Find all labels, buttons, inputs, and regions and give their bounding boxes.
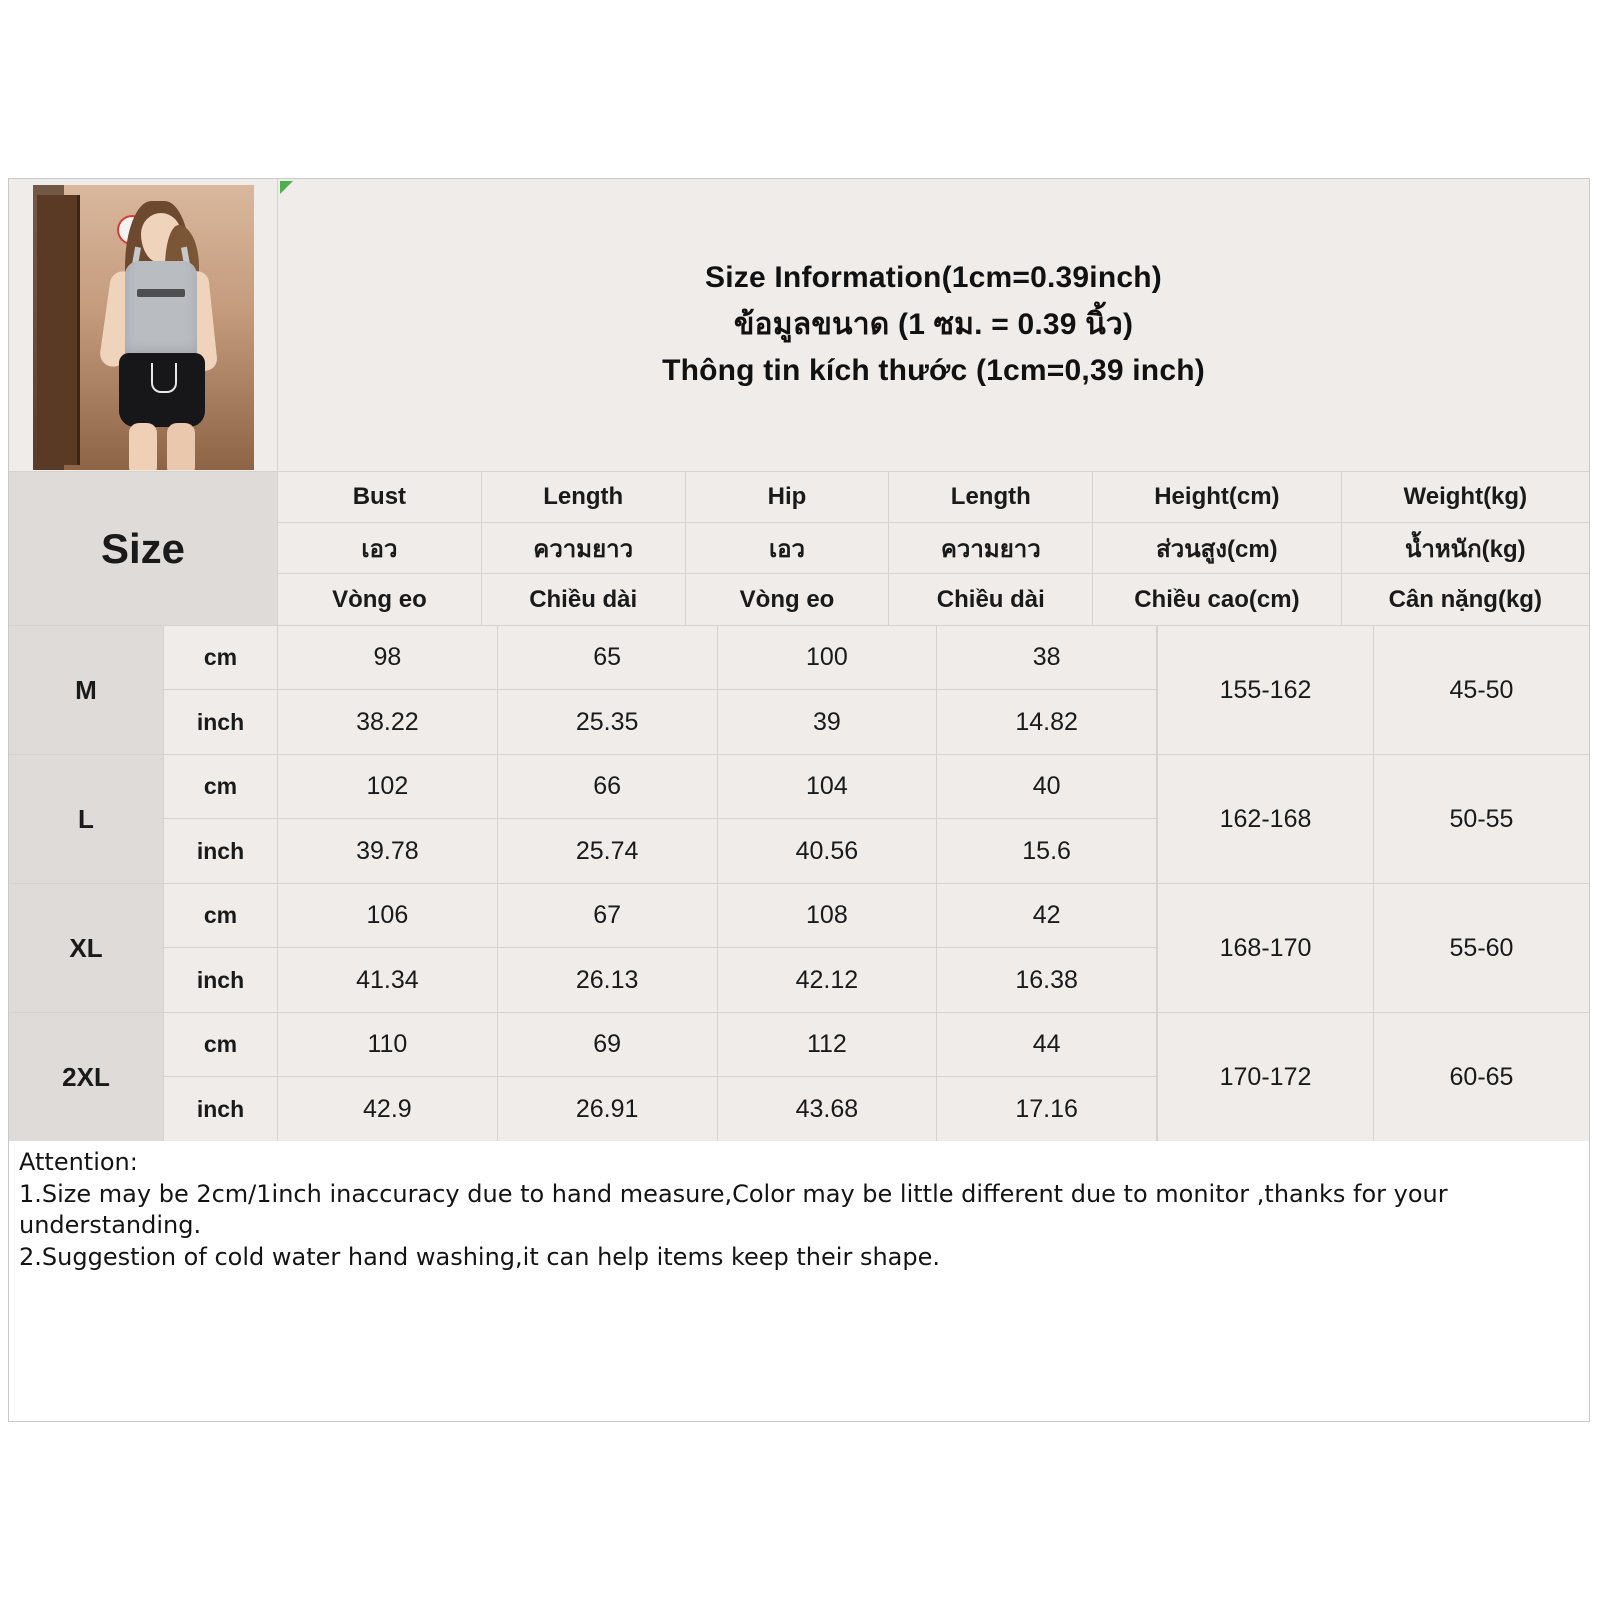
header-length-bottom-th: ความยาว <box>889 523 1092 574</box>
2xl-inch-length-bottom: 17.16 <box>937 1077 1157 1141</box>
xl-inch-length-top: 26.13 <box>498 948 718 1012</box>
header-height-th: ส่วนสูง(cm) <box>1093 523 1340 574</box>
size-name-2xl: 2XL <box>9 1013 164 1141</box>
header-bust-vi: Vòng eo <box>278 574 481 625</box>
size-2xl-cm-row <box>164 1013 1157 1077</box>
size-2xl-inch-row <box>164 1077 1157 1141</box>
size-m-height-weight <box>1157 626 1589 754</box>
chart-header <box>9 179 1589 471</box>
title-english: Size Information(1cm=0.39inch) <box>705 261 1162 295</box>
measure-headers <box>278 472 1589 625</box>
unit-inch: inch <box>164 1077 278 1141</box>
l-cm-length-bottom: 40 <box>937 755 1157 818</box>
2xl-weight: 60-65 <box>1374 1013 1589 1141</box>
header-hip-en: Hip <box>686 472 889 523</box>
xl-weight: 55-60 <box>1374 884 1589 1012</box>
2xl-cm-length-bottom: 44 <box>937 1013 1157 1076</box>
product-photo-cell <box>9 179 278 471</box>
l-inch-length-top: 25.74 <box>498 819 718 883</box>
xl-height: 168-170 <box>1158 884 1374 1012</box>
m-cm-hip: 100 <box>718 626 938 689</box>
size-2xl-measurements <box>164 1013 1157 1141</box>
size-chart-sheet <box>8 178 1590 1422</box>
table-row <box>9 884 1589 1013</box>
size-m-measurements <box>164 626 1157 754</box>
xl-cm-length-top: 67 <box>498 884 718 947</box>
l-weight: 50-55 <box>1374 755 1589 883</box>
l-inch-length-bottom: 15.6 <box>937 819 1157 883</box>
title-block <box>278 179 1589 471</box>
xl-cm-length-bottom: 42 <box>937 884 1157 947</box>
unit-cm: cm <box>164 884 278 947</box>
unit-cm: cm <box>164 755 278 818</box>
attention-heading: Attention: <box>19 1148 138 1176</box>
table-row <box>9 626 1589 755</box>
header-col-hip <box>686 472 890 625</box>
size-xl-cm-row <box>164 884 1157 948</box>
size-table-body <box>9 625 1589 1141</box>
2xl-inch-hip: 43.68 <box>718 1077 938 1141</box>
xl-cm-bust: 106 <box>278 884 498 947</box>
2xl-height: 170-172 <box>1158 1013 1374 1141</box>
size-l-height-weight <box>1157 755 1589 883</box>
title-vietnamese: Thông tin kích thước (1cm=0,39 inch) <box>662 354 1205 388</box>
header-hip-vi: Vòng eo <box>686 574 889 625</box>
m-inch-length-bottom: 14.82 <box>937 690 1157 754</box>
unit-inch: inch <box>164 948 278 1012</box>
header-col-height <box>1093 472 1341 625</box>
size-xl-measurements <box>164 884 1157 1012</box>
header-length-bottom-en: Length <box>889 472 1092 523</box>
unit-inch: inch <box>164 819 278 883</box>
xl-cm-hip: 108 <box>718 884 938 947</box>
size-l-measurements <box>164 755 1157 883</box>
size-2xl-height-weight <box>1157 1013 1589 1141</box>
m-cm-bust: 98 <box>278 626 498 689</box>
xl-inch-bust: 41.34 <box>278 948 498 1012</box>
size-xl-inch-row <box>164 948 1157 1012</box>
unit-inch: inch <box>164 690 278 754</box>
m-height: 155-162 <box>1158 626 1374 754</box>
2xl-cm-hip: 112 <box>718 1013 938 1076</box>
2xl-cm-length-top: 69 <box>498 1013 718 1076</box>
m-cm-length-top: 65 <box>498 626 718 689</box>
table-row <box>9 755 1589 884</box>
attention-line-2: 2.Suggestion of cold water hand washing,it can help items keep their shape. <box>19 1243 940 1272</box>
size-l-cm-row <box>164 755 1157 819</box>
size-m-inch-row <box>164 690 1157 754</box>
l-inch-hip: 40.56 <box>718 819 938 883</box>
header-weight-en: Weight(kg) <box>1342 472 1589 523</box>
header-length-top-th: ความยาว <box>482 523 685 574</box>
size-name-l: L <box>9 755 164 883</box>
header-bust-th: เอว <box>278 523 481 574</box>
2xl-cm-bust: 110 <box>278 1013 498 1076</box>
size-m-cm-row <box>164 626 1157 690</box>
size-column-label: Size <box>9 472 278 625</box>
size-xl-height-weight <box>1157 884 1589 1012</box>
unit-cm: cm <box>164 1013 278 1076</box>
header-weight-th: น้ำหนัก(kg) <box>1342 523 1589 574</box>
2xl-inch-length-top: 26.91 <box>498 1077 718 1141</box>
table-row <box>9 1013 1589 1141</box>
l-cm-bust: 102 <box>278 755 498 818</box>
title-thai: ข้อมูลขนาด (1 ซม. = 0.39 นิ้ว) <box>733 307 1134 341</box>
corner-mark-icon <box>280 181 293 194</box>
header-hip-th: เอว <box>686 523 889 574</box>
header-length-bottom-vi: Chiều dài <box>889 574 1092 625</box>
2xl-inch-bust: 42.9 <box>278 1077 498 1141</box>
l-inch-bust: 39.78 <box>278 819 498 883</box>
column-header-band <box>9 471 1589 625</box>
m-inch-hip: 39 <box>718 690 938 754</box>
attention-line-1: 1.Size may be 2cm/1inch inaccuracy due to hand measure,Color may be little different due to monitor ,thanks for your understanding. <box>19 1179 1448 1240</box>
xl-inch-hip: 42.12 <box>718 948 938 1012</box>
m-cm-length-bottom: 38 <box>937 626 1157 689</box>
l-height: 162-168 <box>1158 755 1374 883</box>
size-name-m: M <box>9 626 164 754</box>
header-col-length-bottom <box>889 472 1093 625</box>
xl-inch-length-bottom: 16.38 <box>937 948 1157 1012</box>
attention-notes <box>9 1141 1589 1274</box>
m-inch-bust: 38.22 <box>278 690 498 754</box>
size-name-xl: XL <box>9 884 164 1012</box>
header-col-bust <box>278 472 482 625</box>
header-height-en: Height(cm) <box>1093 472 1340 523</box>
header-col-weight <box>1342 472 1589 625</box>
header-bust-en: Bust <box>278 472 481 523</box>
header-length-top-en: Length <box>482 472 685 523</box>
header-height-vi: Chiều cao(cm) <box>1093 574 1340 625</box>
l-cm-length-top: 66 <box>498 755 718 818</box>
header-col-length-top <box>482 472 686 625</box>
m-inch-length-top: 25.35 <box>498 690 718 754</box>
l-cm-hip: 104 <box>718 755 938 818</box>
unit-cm: cm <box>164 626 278 689</box>
header-length-top-vi: Chiều dài <box>482 574 685 625</box>
product-photo <box>33 185 254 470</box>
size-l-inch-row <box>164 819 1157 883</box>
m-weight: 45-50 <box>1374 626 1589 754</box>
header-weight-vi: Cân nặng(kg) <box>1342 574 1589 625</box>
